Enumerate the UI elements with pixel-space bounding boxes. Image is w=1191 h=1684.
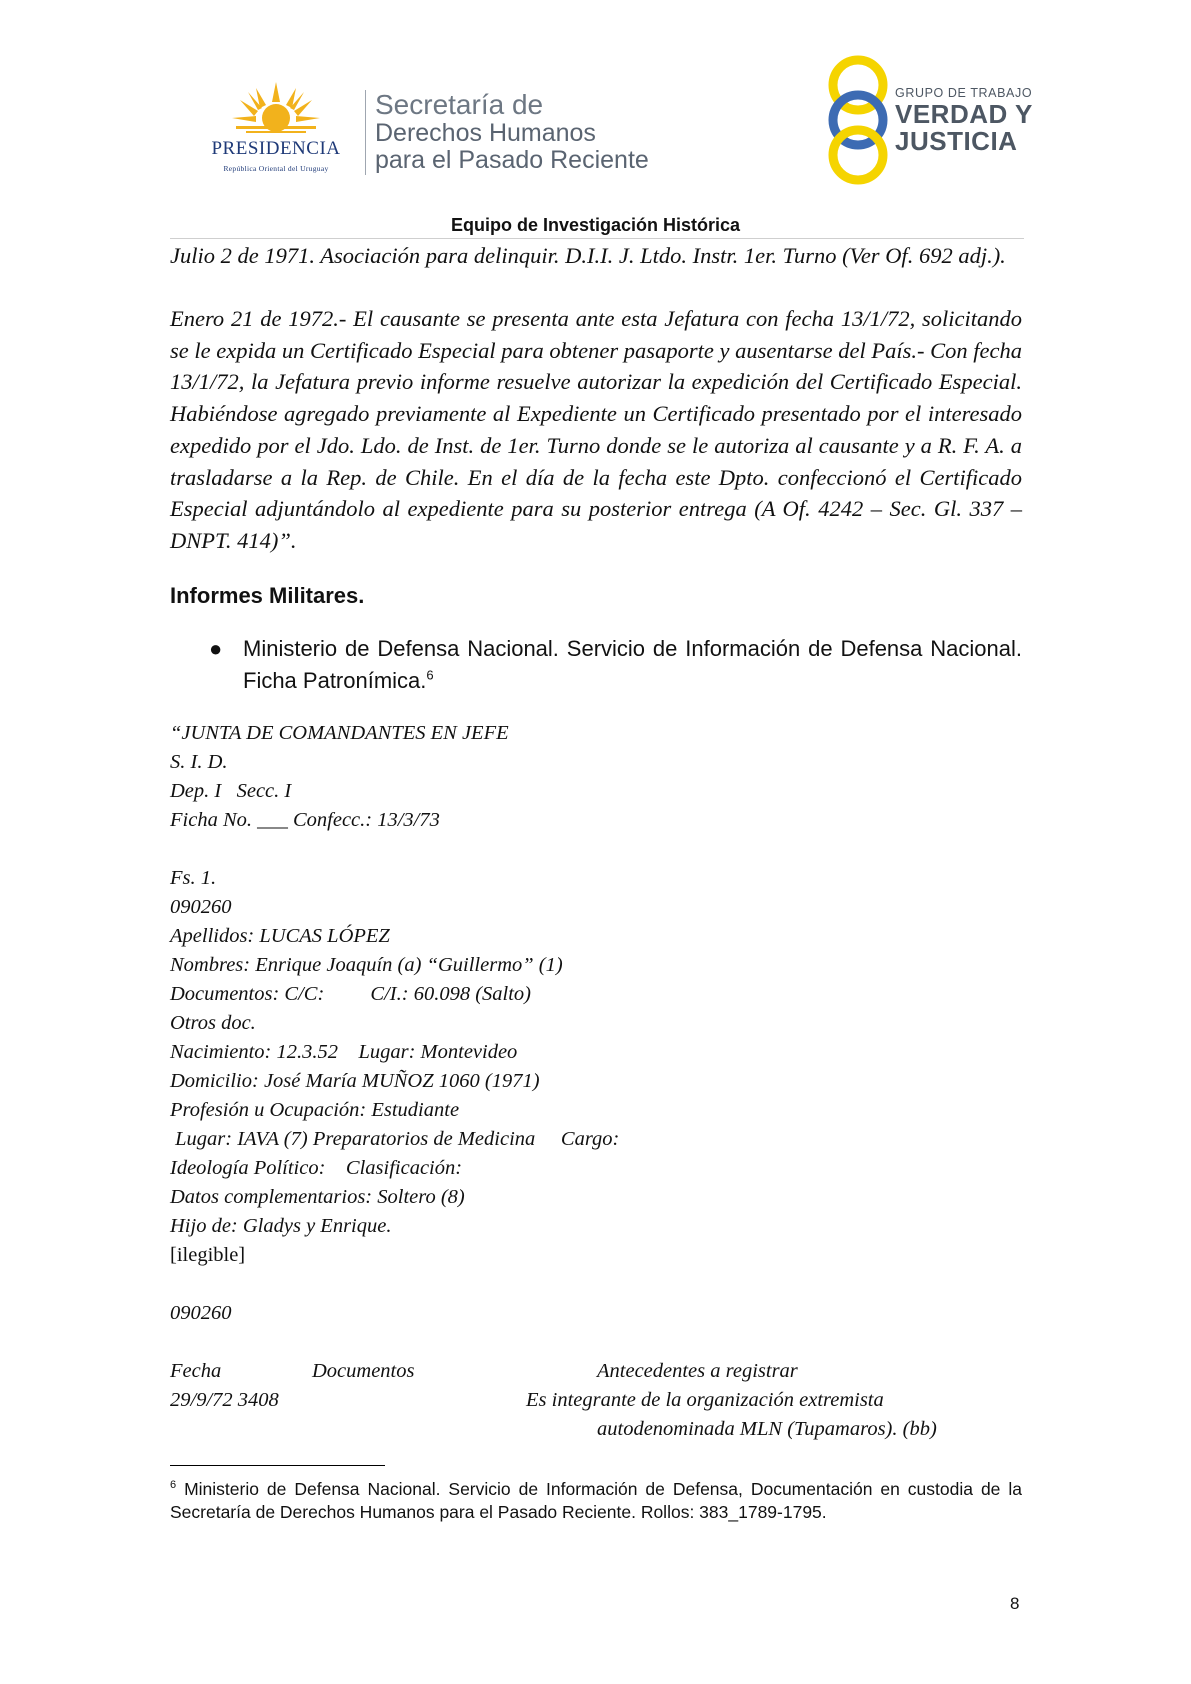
presidencia-wordmark: PRESIDENCIA [211, 138, 341, 159]
section-heading: Informes Militares. [170, 583, 365, 608]
secretaria-line-1: Secretaría de [375, 89, 544, 120]
record-line: Documentos: C/C: C/I.: 60.098 (Salto) [170, 983, 531, 1005]
record-line: Otros doc. [170, 1012, 256, 1034]
column-header-fecha: Fecha [170, 1360, 222, 1382]
table-cell-antecedentes-1: Es integrante de la organización extremista [526, 1389, 884, 1411]
record-line: Nacimiento: 12.3.52 Lugar: Montevideo [170, 1041, 518, 1063]
record-line: Nombres: Enrique Joaquín (a) “Guillermo” (1) [170, 954, 563, 976]
record-line: Ficha No. ___ Confecc.: 13/3/73 [170, 809, 440, 831]
team-title [0, 215, 1191, 236]
footnote-number: 6 [170, 1479, 177, 1492]
bullet-item-text: Ministerio de Defensa Nacional. Servicio de Información de Defensa Nacional. Ficha Patronímica. [243, 636, 1022, 693]
footnote [170, 1478, 1022, 1523]
record-line: Dep. I Secc. I [170, 780, 292, 802]
vyj-line-3: JUSTICIA [895, 126, 1018, 156]
record-line: Domicilio: José María MUÑOZ 1060 (1971) [170, 1070, 540, 1092]
presidencia-logo [196, 80, 356, 180]
header-divider [365, 90, 366, 175]
page-number: 8 [1010, 1594, 1020, 1613]
record-line: S. I. D. [170, 751, 228, 773]
presidencia-subtitle: República Oriental del Uruguay [223, 164, 329, 173]
secretaria-line-3: para el Pasado Reciente [375, 146, 649, 174]
column-header-antecedentes: Antecedentes a registrar [597, 1360, 798, 1382]
paragraph-1-text: Julio 2 de 1971. Asociación para delinquir. D.I.I. J. Ltdo. Instr. 1er. Turno (Ver Of. 692 adj.). [170, 243, 1006, 268]
paragraph-2 [170, 303, 1022, 557]
record-line: 090260 [170, 1302, 232, 1324]
footnote-rule [170, 1465, 385, 1466]
record-line: Lugar: IAVA (7) Preparatorios de Medicina Cargo: [170, 1128, 620, 1150]
secretaria-logo-text [375, 89, 649, 174]
record-line: Apellidos: LUCAS LÓPEZ [170, 925, 390, 947]
record-line: Datos complementarios: Soltero (8) [170, 1186, 465, 1208]
verdad-justicia-text [895, 86, 1033, 155]
table-cell-fecha-documento: 29/9/72 3408 [170, 1389, 279, 1411]
sun-icon [196, 80, 356, 140]
header-rule [170, 238, 1024, 239]
team-title-text: Equipo de Investigación Histórica [450, 215, 741, 235]
record-line: Fs. 1. [170, 867, 217, 889]
table-cell-antecedentes-2: autodenominada MLN (Tupamaros). (bb) [597, 1418, 937, 1440]
record-line: “JUNTA DE COMANDANTES EN JEFE [170, 722, 509, 744]
vyj-line-2: VERDAD Y [895, 99, 1033, 129]
paragraph-1 [170, 240, 1022, 272]
record-line: Hijo de: Gladys y Enrique. [170, 1215, 392, 1237]
bullet-dot: ● [209, 636, 223, 661]
column-header-documentos: Documentos [312, 1360, 415, 1382]
bullet-item [243, 633, 1022, 697]
paragraph-2-text: Enero 21 de 1972.- El causante se presenta ante esta Jefatura con fecha 13/1/72, solicitando se le expida un Certificado Especial para obtener pasaporte y ausentarse del País.- Con fecha 13/1/72, la Jefatura previo informe resuelve autorizar la expedición del Certificado Especial. Habiéndose agregado previamente al Expediente un Certificado presentado por el interesado expedido por el Jdo. Ldo. de Inst. de 1er. Turno donde se le autoriza al causante y a R. F. A. a trasladarse a la Rep. de Chile. En el día de la fecha este Dpto. confeccionó el Certificado Especial adjuntándolo al expediente para su posterior entrega (A Of. 4242 – Sec. Gl. 337 – DNPT. 414)”. [170, 306, 1022, 553]
record-line: Profesión u Ocupación: Estudiante [170, 1099, 460, 1121]
secretaria-line-2: Derechos Humanos [375, 119, 596, 147]
footnote-ref: 6 [426, 667, 434, 683]
vyj-line-1: GRUPO DE TRABAJO [895, 86, 1033, 100]
record-line-illegible: [ilegible] [170, 1244, 246, 1266]
record-line: Ideología Político: Clasificación: [170, 1157, 463, 1179]
record-line: 090260 [170, 896, 232, 918]
rings-icon [818, 55, 898, 185]
footnote-text: Ministerio de Defensa Nacional. Servicio de Información de Defensa, Documentación en custodia de la Secretaría de Derechos Humanos para el Pasado Reciente. Rollos: 383_1789-1795. [170, 1479, 1022, 1522]
